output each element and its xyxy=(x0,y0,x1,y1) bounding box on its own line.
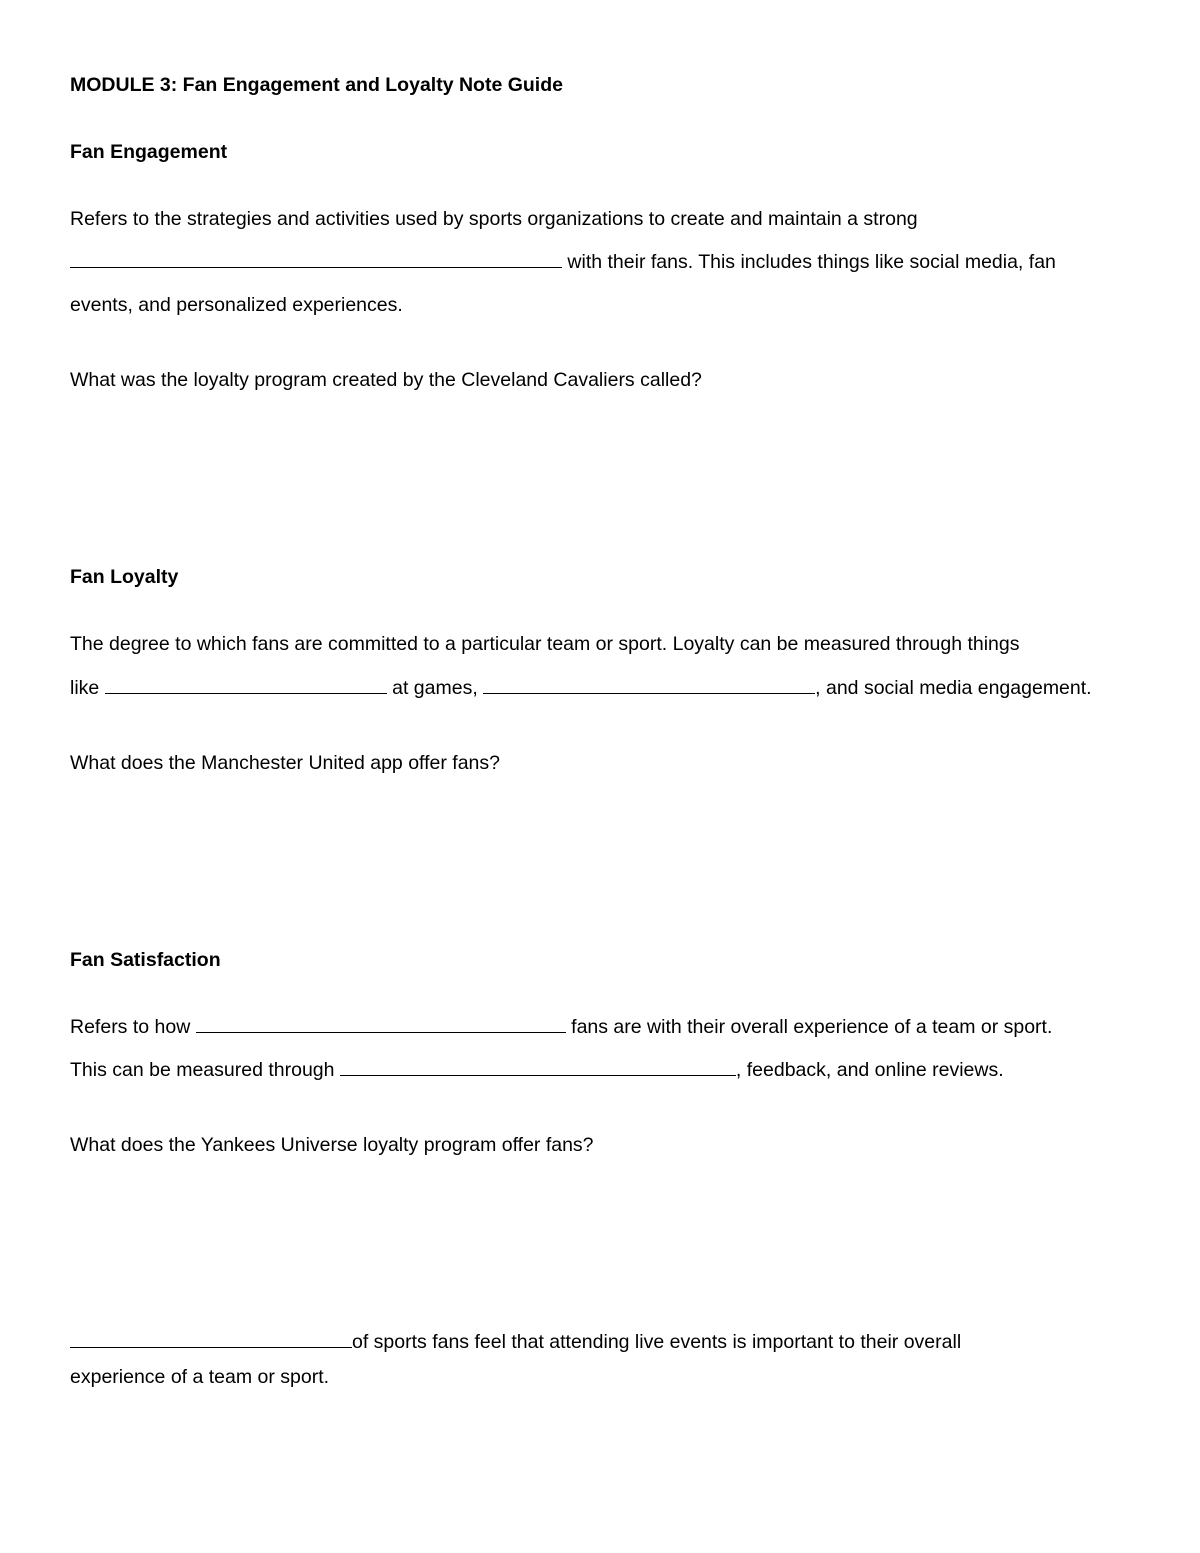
satisfaction-definition-line-1 xyxy=(70,1015,1052,1039)
engagement-question: What was the loyalty program created by the Cleveland Cavaliers called? xyxy=(70,369,702,391)
engagement-definition-line-1: Refers to the strategies and activities used by sports organizations to create and maintain a strong xyxy=(70,208,918,230)
satisfaction-fill-blank-1[interactable] xyxy=(196,1016,566,1033)
loyalty-definition-line-2 xyxy=(70,676,1092,700)
satisfaction-line-1-part-2: fans are with their overall experience of a team or sport. xyxy=(565,1016,1053,1038)
loyalty-heading: Fan Loyalty xyxy=(70,566,179,588)
engagement-definition-line-2 xyxy=(70,250,1056,274)
satisfaction-definition-line-2 xyxy=(70,1058,1004,1082)
engagement-fill-blank[interactable] xyxy=(70,251,562,268)
loyalty-line-2-part-2: at games, xyxy=(386,677,484,699)
engagement-line-2-text: with their fans. This includes things like social media, fan xyxy=(562,251,1056,273)
satisfaction-line-1-part-1: Refers to how xyxy=(70,1016,196,1038)
engagement-heading: Fan Engagement xyxy=(70,141,228,163)
engagement-definition-line-3: events, and personalized experiences. xyxy=(70,294,403,316)
loyalty-line-2-part-1: like xyxy=(70,677,105,699)
closing-statement-line-1 xyxy=(70,1330,961,1354)
loyalty-question: What does the Manchester United app offer fans? xyxy=(70,752,500,774)
loyalty-fill-blank-2[interactable] xyxy=(483,677,815,694)
satisfaction-fill-blank-2[interactable] xyxy=(340,1059,736,1076)
satisfaction-line-2-part-1: This can be measured through xyxy=(70,1059,340,1081)
loyalty-line-2-part-3: , and social media engagement. xyxy=(815,677,1092,699)
satisfaction-question: What does the Yankees Universe loyalty program offer fans? xyxy=(70,1134,594,1156)
closing-statement-line-2: experience of a team or sport. xyxy=(70,1366,330,1388)
loyalty-definition-line-1: The degree to which fans are committed to a particular team or sport. Loyalty can be measured through things xyxy=(70,633,1020,655)
satisfaction-heading: Fan Satisfaction xyxy=(70,949,221,971)
loyalty-fill-blank-1[interactable] xyxy=(105,677,387,694)
closing-line-1-text: of sports fans feel that attending live events is important to their overall xyxy=(352,1331,962,1353)
page-title: MODULE 3: Fan Engagement and Loyalty Note Guide xyxy=(70,74,563,96)
closing-fill-blank[interactable] xyxy=(70,1331,352,1348)
satisfaction-line-2-part-2: , feedback, and online reviews. xyxy=(735,1059,1004,1081)
